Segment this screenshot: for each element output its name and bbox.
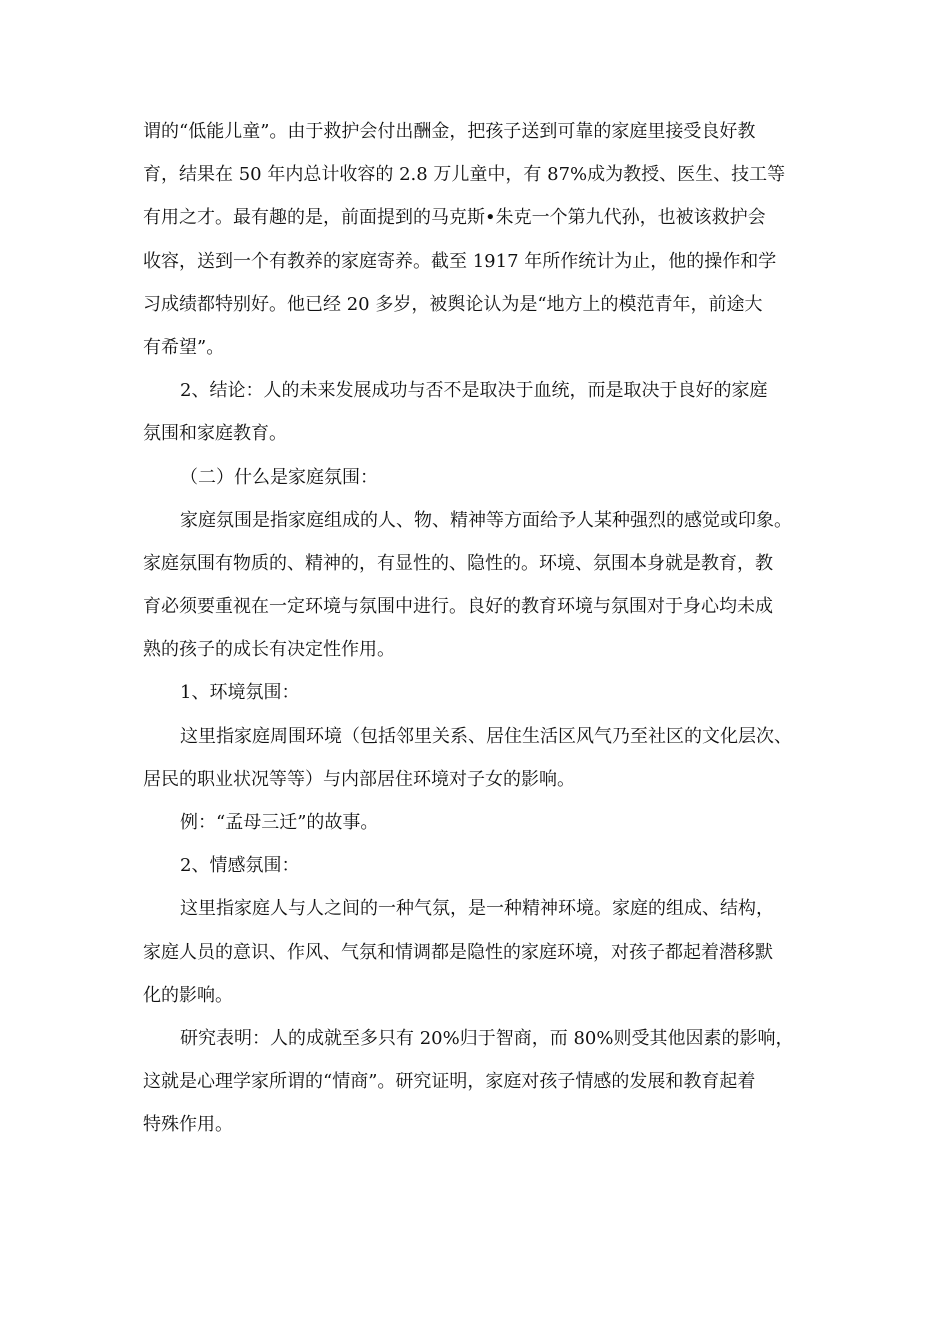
text-line: 研究表明：人的成就至多只有 20%归于智商，而 80%则受其他因素的影响，	[180, 1027, 794, 1049]
paragraph-research	[143, 1017, 809, 1147]
text-line: 2、结论：人的未来发展成功与否不是取决于血统，而是取决于良好的家庭	[180, 380, 768, 402]
text-line: 2、情感氛围：	[180, 855, 300, 877]
text-line: 特殊作用。	[143, 1114, 233, 1136]
text-line: 有希望”。	[143, 336, 225, 358]
paragraph-conclusion	[143, 369, 809, 455]
text-line: （二）什么是家庭氛围：	[180, 466, 378, 488]
text-line: 谓的“低能儿童”。由于救护会付出酬金，把孩子送到可靠的家庭里接受良好教	[143, 121, 756, 142]
section-heading-family-atmosphere	[143, 456, 809, 499]
document-body	[143, 110, 809, 1147]
text-line: 家庭人员的意识、作风、气氛和情调都是隐性的家庭环境，对孩子都起着潜移默	[143, 941, 773, 963]
paragraph-adoption-results	[143, 110, 809, 369]
text-line: 例：“孟母三迁”的故事。	[180, 812, 379, 833]
text-line: 家庭氛围是指家庭组成的人、物、精神等方面给予人某种强烈的感觉或印象。	[180, 509, 792, 531]
text-line: 居民的职业状况等等）与内部居住环境对子女的影响。	[143, 768, 575, 790]
paragraph-definition	[143, 499, 809, 672]
text-line: 习成绩都特别好。他已经 20 多岁，被舆论认为是“地方上的模范青年，前途大	[143, 293, 763, 315]
text-line: 收容，送到一个有教养的家庭寄养。截至 1917 年所作统计为止，他的操作和学	[143, 250, 777, 272]
paragraph-example	[143, 801, 809, 844]
subheading-environment	[143, 671, 809, 714]
paragraph-environment	[143, 715, 809, 801]
paragraph-emotional	[143, 887, 809, 1017]
text-line: 育必须要重视在一定环境与氛围中进行。良好的教育环境与氛围对于身心均未成	[143, 596, 773, 618]
text-line: 家庭氛围有物质的、精神的，有显性的、隐性的。环境、氛围本身就是教育，教	[143, 552, 773, 574]
text-line: 氛围和家庭教育。	[143, 423, 287, 445]
text-line: 化的影响。	[143, 984, 233, 1006]
text-line: 这就是心理学家所谓的“情商”。研究证明，家庭对孩子情感的发展和教育起着	[143, 1071, 756, 1093]
text-line: 这里指家庭人与人之间的一种气氛，是一种精神环境。家庭的组成、结构，	[180, 898, 774, 920]
text-line: 熟的孩子的成长有决定性作用。	[143, 639, 395, 661]
text-line: 这里指家庭周围环境（包括邻里关系、居住生活区风气乃至社区的文化层次、	[180, 725, 792, 747]
text-line: 育，结果在 50 年内总计收容的 2.8 万儿童中，有 87%成为教授、医生、技工等	[143, 164, 786, 186]
text-line: 有用之才。最有趣的是，前面提到的马克斯•朱克一个第九代孙，也被该救护会	[143, 207, 766, 229]
text-line: 1、环境氛围：	[180, 682, 300, 704]
subheading-emotional	[143, 844, 809, 887]
